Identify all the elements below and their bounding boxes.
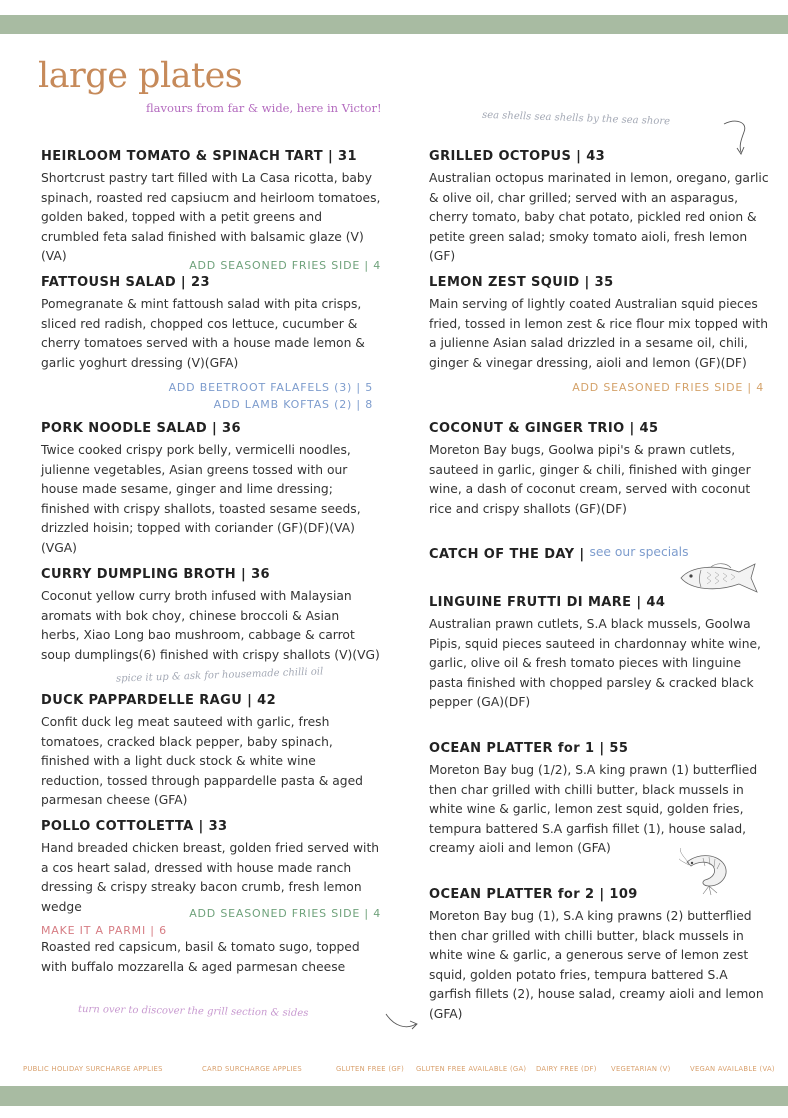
menu-item bbox=[41, 147, 381, 267]
addon-fries: ADD SEASONED FRIES SIDE | 4 bbox=[189, 907, 381, 920]
item-description: Hand breaded chicken breast, golden fried served with a cos heart salad, dressed with house made ranch dressing & crispy streaky bacon crumb, fresh lemon wedge bbox=[41, 841, 380, 914]
item-description: Shortcrust pastry tart filled with La Casa ricotta, baby spinach, roasted red capsiucm and heirloom tomatoes, golden baked, topped with a petit greens and crumbled feta salad finished with balsamic glaze (V)(VA) bbox=[41, 171, 381, 264]
menu-item bbox=[429, 739, 769, 859]
item-description: Moreton Bay bug (1), S.A king prawns (2) butterflied then char grilled with chilli butter, black mussels in white wine & garlic, a generous serve of lemon zest squid, golden potato fries, tempura battered S.A garfish fillets (2), house salad, creamy aioli and lemon (GFA) bbox=[429, 909, 764, 1021]
item-name: CATCH OF THE DAY | bbox=[429, 547, 585, 562]
fish-icon bbox=[677, 560, 759, 596]
footer-note: DAIRY FREE (DF) bbox=[536, 1065, 597, 1073]
item-name: FATTOUSH SALAD | 23 bbox=[41, 275, 210, 290]
menu-item bbox=[429, 885, 769, 1025]
item-name: GRILLED OCTOPUS | 43 bbox=[429, 149, 606, 164]
menu-item bbox=[429, 419, 769, 519]
item-name: COCONUT & GINGER TRIO | 45 bbox=[429, 421, 659, 436]
menu-item bbox=[429, 147, 769, 267]
addon-falafels: ADD BEETROOT FALAFELS (3) | 5 bbox=[168, 381, 373, 394]
item-description: Coconut yellow curry broth infused with Malaysian aromats with bok choy, chinese broccoli & Asian herbs, Xiao Long bao mushroom, cabbage & carrot soup dumplings(6) finished with crispy shallots (V)(VG) bbox=[41, 589, 380, 662]
item-description: Confit duck leg meat sauteed with garlic, fresh tomatoes, cracked black pepper, baby spinach, finished with a light duck stock & white wine reduction, tossed through pappardelle pasta & aged parmesan cheese (GFA) bbox=[41, 715, 363, 808]
script-note-bottom: turn over to discover the grill section & sides bbox=[77, 1003, 309, 1020]
item-name: DUCK PAPPARDELLE RAGU | 42 bbox=[41, 693, 277, 708]
item-description: Pomegranate & mint fattoush salad with pita crisps, sliced red radish, chopped cos lettuce, cucumber & cherry tomatoes served with a house made lemon & garlic yoghurt dressing (V)(GFA) bbox=[41, 297, 365, 370]
addon-koftas: ADD LAMB KOFTAS (2) | 8 bbox=[213, 398, 373, 411]
item-description: Twice cooked crispy pork belly, vermicelli noodles, julienne vegetables, Asian greens tossed with our house made sesame, ginger and lime dressing; finished with crispy shallots, toasted sesame seeds, drizzled hoisin; topped with coriander (GF)(DF)(VA)(VGA) bbox=[41, 443, 361, 555]
item-description: Moreton Bay bug (1/2), S.A king prawn (1) butterflied then char grilled with chilli butter, black mussels in white wine & garlic, lemon zest squid, golden fries, tempura battered S.A garfish fillet (1), house salad, creamy aioli and lemon (GFA) bbox=[429, 763, 758, 856]
item-description: Main serving of lightly coated Australian squid pieces fried, tossed in lemon zest & rice flour mix topped with a julienne Asian salad drizzled in a sesame oil, chili, ginger & vinegar dressing, aioli and lemon (GF)(DF) bbox=[429, 297, 769, 370]
curl-arrow-icon bbox=[384, 1010, 420, 1036]
item-description: Australian prawn cutlets, S.A black mussels, Goolwa Pipis, squid pieces sauteed in chardonnay white wine, garlic, olive oil & fresh tomato pieces with linguine pasta finished with chopped parsley & cracked black pepper (GA)(DF) bbox=[429, 617, 761, 710]
menu-item bbox=[41, 273, 381, 373]
menu-item bbox=[41, 419, 381, 559]
footer-note: CARD SURCHARGE APPLIES bbox=[202, 1065, 302, 1073]
menu-item bbox=[429, 593, 769, 713]
page-subtitle: flavours from far & wide, here in Victor! bbox=[146, 101, 382, 115]
item-name: OCEAN PLATTER for 2 | 109 bbox=[429, 887, 638, 902]
menu-item bbox=[429, 273, 769, 373]
script-note-top: sea shells sea shells by the sea shore bbox=[481, 109, 671, 128]
script-note-chilli: spice it up & ask for housemade chilli oil bbox=[115, 666, 324, 685]
item-name: LINGUINE FRUTTI DI MARE | 44 bbox=[429, 595, 666, 610]
item-name: PORK NOODLE SALAD | 36 bbox=[41, 421, 241, 436]
item-description: Moreton Bay bugs, Goolwa pipi's & prawn cutlets, sauteed in garlic, ginger & chili, finished with ginger wine, a dash of coconut cream, served with coconut rice and crispy shallots (GF)(DF) bbox=[429, 443, 751, 516]
footer-note: PUBLIC HOLIDAY SURCHARGE APPLIES bbox=[23, 1065, 163, 1073]
menu-item bbox=[41, 691, 381, 811]
top-band bbox=[0, 15, 788, 34]
addon-fries: ADD SEASONED FRIES SIDE | 4 bbox=[572, 381, 764, 394]
footer-note: GLUTEN FREE AVAILABLE (GA) bbox=[416, 1065, 527, 1073]
item-description: Australian octopus marinated in lemon, oregano, garlic & olive oil, char grilled; served with an asparagus, cherry tomato, baby chat potato, pickled red onion & petite green salad; smoky tomato aioli, fresh lemon (GF) bbox=[429, 171, 769, 264]
specials-link[interactable]: see our specials bbox=[589, 545, 689, 559]
addon-fries: ADD SEASONED FRIES SIDE | 4 bbox=[189, 259, 381, 272]
item-name: HEIRLOOM TOMATO & SPINACH TART | 31 bbox=[41, 149, 357, 164]
item-name: OCEAN PLATTER for 1 | 55 bbox=[429, 741, 629, 756]
item-name: CURRY DUMPLING BROTH | 36 bbox=[41, 567, 270, 582]
footer-note: VEGETARIAN (V) bbox=[611, 1065, 671, 1073]
footer-note: GLUTEN FREE (GF) bbox=[336, 1065, 405, 1073]
item-name: POLLO COTTOLETTA | 33 bbox=[41, 819, 228, 834]
parmi-label: MAKE IT A PARMI | 6 bbox=[41, 924, 167, 937]
parmi-description: Roasted red capsicum, basil & tomato sugo, topped with buffalo mozzarella & aged parmesan cheese bbox=[41, 940, 360, 974]
page-title: large plates bbox=[38, 56, 243, 96]
item-name: LEMON ZEST SQUID | 35 bbox=[429, 275, 614, 290]
footer-note: VEGAN AVAILABLE (VA) bbox=[690, 1065, 775, 1073]
menu-item bbox=[41, 565, 381, 665]
bottom-band bbox=[0, 1086, 788, 1106]
menu-item bbox=[41, 817, 381, 917]
